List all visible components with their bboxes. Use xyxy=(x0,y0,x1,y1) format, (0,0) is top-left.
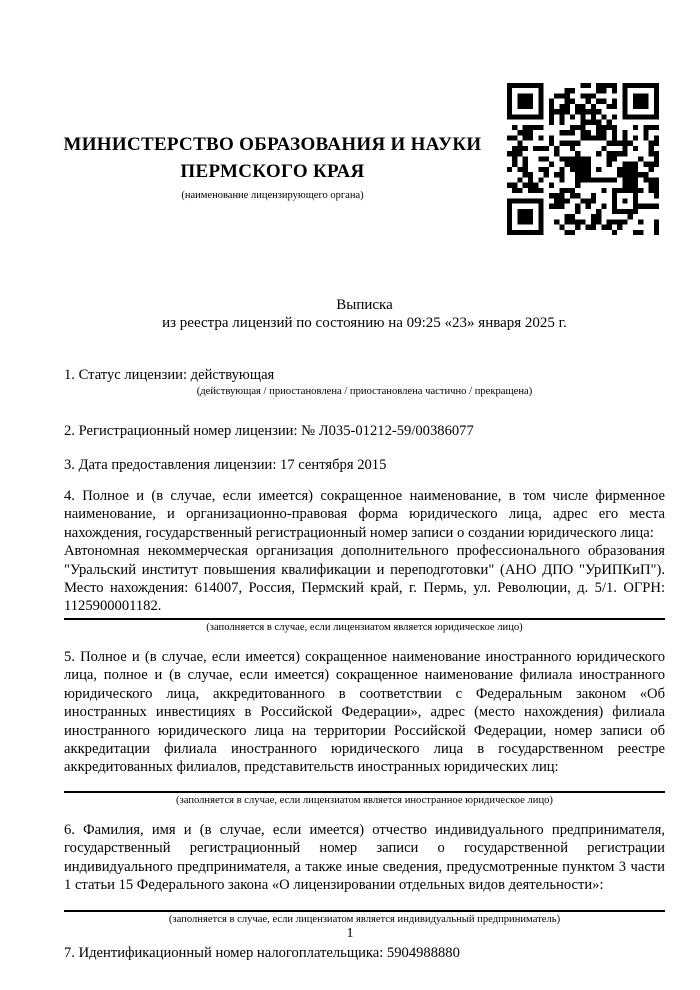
item-5-fill-line xyxy=(64,791,665,793)
qr-code-icon xyxy=(507,83,659,235)
document-title-line2: из реестра лицензий по состоянию на 09:25 «23» января 2025 г. xyxy=(162,315,567,332)
licensing-authority-header xyxy=(40,131,505,202)
item-5-question: 5. Полное и (в случае, если имеется) сокращенное наименование иностранного юридического лица, полное и (в случае, если имеется) сокращенное наименование филиала иностранного юридического лица, аккредитованного в соответствии с Федеральным законом «Об иностранных инвестициях в Российской Федерации», адрес (место нахождения) филиала иностранного юридического лица на территории Российской Федерации, номер записи об аккредитации филиала иностранного юридического лица в государственном реестре аккредитованных филиалов, представительств иностранных юридических лиц: xyxy=(64,648,665,776)
document-title xyxy=(64,296,665,333)
ministry-name-line1: МИНИСТЕРСТВО ОБРАЗОВАНИЯ И НАУКИ xyxy=(63,134,482,155)
item-2-registration-number: 2. Регистрационный номер лицензии: № Л035-01212-59/00386077 xyxy=(64,423,474,440)
ministry-caption: (наименование лицензирующего органа) xyxy=(181,190,364,201)
document-title-line1: Выписка xyxy=(336,297,393,313)
item-1-caption: (действующая / приостановлена / приостановлена частично / прекращена) xyxy=(196,386,533,398)
item-4-question: 4. Полное и (в случае, если имеется) сокращенное наименование, в том числе фирменное наименование, и организационно-правовая форма юридического лица, адрес его места нахождения, государственный регистрационный номер записи о создании юридического лица: xyxy=(64,488,665,541)
item-1-license-status: 1. Статус лицензии: действующая xyxy=(64,366,275,383)
document-body xyxy=(64,296,665,963)
ministry-name xyxy=(40,131,505,185)
item-6-question: 6. Фамилия, имя и (в случае, если имеется) отчество индивидуального предпринимателя, государственный регистрационный номер записи о государственной регистрации индивидуального предпринимателя, а также иные сведения, предусмотренные пунктом 3 части 1 статьи 15 Федерального закона «О лицензировании отдельных видов деятельности»: xyxy=(64,821,665,893)
item-4-value: Автономная некоммерческая организация дополнительного профессионального образования "Уральский институт повышения квалификации и переподготовки" (АНО ДПО "УрИПКиП"). Место нахождения: 614007, Россия, Пермский край, г. Пермь, ул. Революции, д. 5/1. ОГРН: 1125900001182. xyxy=(64,543,665,615)
item-7-taxpayer-id: 7. Идентификационный номер налогоплательщика: 5904988880 xyxy=(64,945,460,962)
item-4-caption: (заполняется в случае, если лицензиатом является юридическое лицо) xyxy=(206,621,523,633)
ministry-name-line2: ПЕРМСКОГО КРАЯ xyxy=(180,161,365,182)
item-3-license-date: 3. Дата предоставления лицензии: 17 сентября 2015 xyxy=(64,456,387,473)
page-number: 1 xyxy=(346,926,354,941)
item-6-caption: (заполняется в случае, если лицензиатом является индивидуальный предприниматель) xyxy=(168,914,561,926)
item-5-caption: (заполняется в случае, если лицензиатом является иностранное юридическое лицо) xyxy=(176,794,553,806)
item-4-fill-line xyxy=(64,618,665,620)
item-6-fill-line xyxy=(64,910,665,912)
